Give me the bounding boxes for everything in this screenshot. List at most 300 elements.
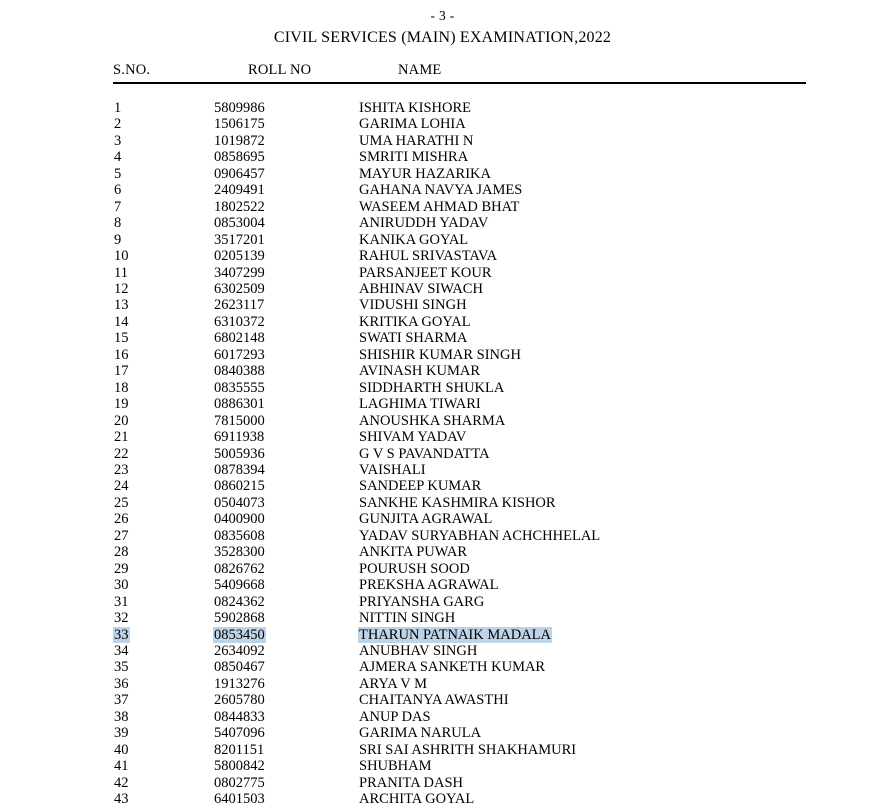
cell-roll-no-value: 2634092 — [214, 642, 265, 659]
cell-sno-value: 21 — [114, 429, 129, 446]
cell-name — [358, 232, 806, 248]
cell-roll-no — [213, 659, 358, 675]
cell-sno — [113, 265, 213, 281]
cell-roll-no — [213, 627, 358, 643]
cell-sno — [113, 610, 213, 626]
cell-roll-no-value: 0205139 — [214, 248, 265, 265]
cell-name — [358, 149, 806, 165]
cell-name-value: ARCHITA GOYAL — [359, 791, 475, 807]
table-header-row — [113, 61, 806, 79]
cell-sno-value: 5 — [114, 165, 122, 182]
cell-sno-value: 13 — [114, 297, 129, 314]
cell-roll-no — [213, 725, 358, 741]
cell-roll-no-value: 0802775 — [214, 774, 265, 791]
cell-roll-no-value: 6310372 — [214, 313, 265, 330]
cell-sno-value: 17 — [114, 363, 129, 380]
cell-name — [358, 446, 806, 462]
cell-roll-no-value: 6401503 — [214, 791, 265, 807]
cell-name — [358, 676, 806, 692]
cell-name-value: ABHINAV SIWACH — [359, 280, 483, 297]
cell-name — [358, 314, 806, 330]
table-row[interactable] — [113, 100, 806, 116]
cell-sno-value: 39 — [114, 725, 129, 742]
cell-roll-no-value: 0835555 — [214, 379, 265, 396]
cell-roll-no-value: 5005936 — [214, 445, 265, 462]
cell-name — [358, 281, 806, 297]
cell-name — [358, 248, 806, 264]
cell-name-value: SRI SAI ASHRITH SHAKHAMURI — [359, 741, 577, 758]
cell-sno — [113, 709, 213, 725]
table-row[interactable] — [113, 199, 806, 215]
cell-name-value: POURUSH SOOD — [359, 560, 470, 577]
cell-roll-no-value: 0906457 — [214, 165, 265, 182]
cell-roll-no-value: 3517201 — [214, 231, 265, 248]
table-row[interactable] — [113, 330, 806, 346]
cell-sno-value: 23 — [114, 461, 129, 478]
cell-sno — [113, 347, 213, 363]
cell-roll-no — [213, 791, 358, 807]
cell-roll-no-value: 1913276 — [214, 675, 265, 692]
cell-name — [358, 215, 806, 231]
table-row[interactable] — [113, 248, 806, 264]
cell-roll-no-value: 5902868 — [214, 610, 265, 627]
page-title: CIVIL SERVICES (MAIN) EXAMINATION,2022 — [273, 29, 612, 46]
cell-name — [358, 791, 806, 807]
cell-roll-no-value: 3407299 — [214, 264, 265, 281]
table-row[interactable] — [113, 659, 806, 675]
cell-sno — [113, 166, 213, 182]
cell-name — [358, 347, 806, 363]
cell-roll-no — [213, 643, 358, 659]
table-row[interactable] — [113, 692, 806, 708]
cell-sno — [113, 116, 213, 132]
cell-name-value: SANKHE KASHMIRA KISHOR — [359, 494, 556, 511]
cell-roll-no-value: 0840388 — [214, 363, 265, 380]
cell-name-value: SMRITI MISHRA — [359, 149, 469, 166]
cell-sno-value: 14 — [114, 313, 129, 330]
table-row[interactable] — [113, 446, 806, 462]
table-row[interactable] — [113, 725, 806, 741]
cell-sno-value: 11 — [114, 264, 128, 281]
cell-roll-no — [213, 116, 358, 132]
cell-roll-no — [213, 380, 358, 396]
cell-sno — [113, 528, 213, 544]
cell-name — [358, 478, 806, 494]
cell-name — [358, 758, 806, 774]
cell-sno-value: 37 — [114, 692, 129, 709]
cell-sno-value: 2 — [114, 116, 122, 133]
cell-sno-value: 8 — [114, 215, 122, 232]
cell-sno-value: 15 — [114, 330, 129, 347]
cell-sno — [113, 133, 213, 149]
cell-name-value: ANKITA PUWAR — [359, 544, 467, 561]
table-row[interactable] — [113, 215, 806, 231]
cell-roll-no-value: 8201151 — [214, 741, 265, 758]
cell-roll-no-value: 0504073 — [214, 494, 265, 511]
table-row[interactable] — [113, 758, 806, 774]
cell-roll-no — [213, 314, 358, 330]
cell-roll-no-value: 0844833 — [214, 708, 265, 725]
cell-sno-value: 30 — [114, 577, 129, 594]
cell-roll-no-value: 1019872 — [214, 132, 265, 149]
cell-name-value: GAHANA NAVYA JAMES — [359, 182, 523, 199]
cell-roll-no — [213, 429, 358, 445]
cell-name-value: ANOUSHKA SHARMA — [359, 412, 506, 429]
cell-roll-no-value: 2605780 — [214, 692, 265, 709]
cell-name — [358, 133, 806, 149]
cell-sno-value: 7 — [114, 198, 122, 215]
cell-name-value: GUNJITA AGRAWAL — [359, 511, 493, 528]
cell-sno — [113, 429, 213, 445]
cell-roll-no-value: 0886301 — [214, 396, 265, 413]
cell-name-value: PREKSHA AGRAWAL — [359, 577, 499, 594]
cell-name — [358, 429, 806, 445]
cell-sno-value: 34 — [114, 642, 129, 659]
cell-roll-no — [213, 396, 358, 412]
table-row[interactable] — [113, 528, 806, 544]
cell-roll-no-value: 5809986 — [214, 100, 265, 116]
cell-sno-value: 9 — [114, 231, 122, 248]
cell-sno-value: 40 — [114, 741, 129, 758]
cell-roll-no — [213, 692, 358, 708]
table-row[interactable] — [113, 380, 806, 396]
cell-roll-no-value: 3528300 — [214, 544, 265, 561]
cell-name-value: VAISHALI — [359, 461, 426, 478]
cell-name-value: ANIRUDDH YADAV — [359, 215, 489, 232]
table-row[interactable] — [113, 281, 806, 297]
cell-sno — [113, 627, 213, 643]
cell-name-value: THARUN PATNAIK MADALA — [359, 626, 551, 643]
table-row[interactable] — [113, 775, 806, 791]
table-row[interactable] — [113, 166, 806, 182]
cell-name-value: ANUBHAV SINGH — [359, 642, 478, 659]
table-row[interactable] — [113, 314, 806, 330]
cell-sno — [113, 577, 213, 593]
table-row[interactable] — [113, 462, 806, 478]
cell-name — [358, 116, 806, 132]
cell-name — [358, 495, 806, 511]
cell-sno — [113, 182, 213, 198]
cell-name-value: MAYUR HAZARIKA — [359, 165, 491, 182]
cell-sno — [113, 232, 213, 248]
cell-sno — [113, 215, 213, 231]
table-row[interactable] — [113, 413, 806, 429]
cell-roll-no-value: 2409491 — [214, 182, 265, 199]
cell-sno-value: 27 — [114, 527, 129, 544]
cell-sno — [113, 413, 213, 429]
table-row[interactable] — [113, 643, 806, 659]
cell-sno-value: 41 — [114, 758, 129, 775]
cell-sno-value: 42 — [114, 774, 129, 791]
cell-name — [358, 199, 806, 215]
table-row[interactable] — [113, 182, 806, 198]
cell-sno — [113, 149, 213, 165]
cell-roll-no — [213, 232, 358, 248]
cell-roll-no — [213, 511, 358, 527]
cell-name — [358, 330, 806, 346]
cell-name-value: UMA HARATHI N — [359, 132, 474, 149]
cell-roll-no — [213, 528, 358, 544]
cell-sno-value: 28 — [114, 544, 129, 561]
cell-roll-no-value: 0826762 — [214, 560, 265, 577]
cell-name-value: KANIKA GOYAL — [359, 231, 469, 248]
cell-name-value: G V S PAVANDATTA — [359, 445, 490, 462]
table-row[interactable] — [113, 133, 806, 149]
cell-sno — [113, 478, 213, 494]
cell-name — [358, 692, 806, 708]
cell-name — [358, 775, 806, 791]
cell-name-value: PRANITA DASH — [359, 774, 463, 791]
cell-roll-no-value: 5409668 — [214, 577, 265, 594]
cell-roll-no-value: 0853004 — [214, 215, 265, 232]
cell-roll-no — [213, 544, 358, 560]
cell-sno — [113, 692, 213, 708]
cell-sno-value: 3 — [114, 132, 122, 149]
table-row[interactable] — [113, 363, 806, 379]
cell-sno — [113, 791, 213, 807]
table-row[interactable] — [113, 347, 806, 363]
cell-name — [358, 363, 806, 379]
cell-roll-no — [213, 594, 358, 610]
cell-sno — [113, 561, 213, 577]
cell-name — [358, 643, 806, 659]
cell-sno — [113, 462, 213, 478]
cell-roll-no-value: 2623117 — [214, 297, 265, 314]
cell-sno-value: 22 — [114, 445, 129, 462]
cell-sno-value: 24 — [114, 478, 129, 495]
cell-roll-no-value: 6911938 — [214, 429, 265, 446]
cell-sno — [113, 676, 213, 692]
cell-sno-value: 26 — [114, 511, 129, 528]
cell-name-value: ISHITA KISHORE — [359, 100, 472, 116]
cell-roll-no-value: 7815000 — [214, 412, 265, 429]
cell-name-value: AVINASH KUMAR — [359, 363, 480, 380]
cell-name — [358, 265, 806, 281]
cell-roll-no — [213, 676, 358, 692]
cell-roll-no-value: 0824362 — [214, 593, 265, 610]
cell-roll-no — [213, 742, 358, 758]
cell-name — [358, 396, 806, 412]
cell-name — [358, 577, 806, 593]
cell-sno-value: 25 — [114, 494, 129, 511]
cell-sno — [113, 199, 213, 215]
cell-sno-value: 18 — [114, 379, 129, 396]
table-row[interactable] — [113, 396, 806, 412]
cell-roll-no — [213, 413, 358, 429]
cell-name-value: SWATI SHARMA — [359, 330, 468, 347]
cell-sno — [113, 495, 213, 511]
cell-roll-no-value: 1506175 — [214, 116, 265, 133]
table-row[interactable] — [113, 478, 806, 494]
cell-sno-value: 10 — [114, 248, 129, 265]
table-row[interactable] — [113, 544, 806, 560]
cell-roll-no — [213, 478, 358, 494]
table-row[interactable] — [113, 709, 806, 725]
cell-sno — [113, 281, 213, 297]
cell-sno — [113, 446, 213, 462]
table-row[interactable] — [113, 791, 806, 807]
table-row[interactable] — [113, 577, 806, 593]
cell-sno — [113, 314, 213, 330]
cell-roll-no — [213, 775, 358, 791]
cell-name — [358, 594, 806, 610]
cell-name — [358, 166, 806, 182]
cell-sno — [113, 659, 213, 675]
cell-name-value: LAGHIMA TIWARI — [359, 396, 481, 413]
cell-sno-value: 20 — [114, 412, 129, 429]
cell-name-value: PARSANJEET KOUR — [359, 264, 492, 281]
cell-name-value: SHIVAM YADAV — [359, 429, 467, 446]
cell-sno — [113, 544, 213, 560]
cell-name-value: ARYA V M — [359, 675, 427, 692]
cell-sno — [113, 725, 213, 741]
cell-roll-no-value: 0860215 — [214, 478, 265, 495]
cell-roll-no — [213, 347, 358, 363]
cell-roll-no — [213, 446, 358, 462]
cell-name — [358, 462, 806, 478]
cell-name-value: SANDEEP KUMAR — [359, 478, 482, 495]
cell-name-value: CHAITANYA AWASTHI — [359, 692, 509, 709]
cell-name — [358, 742, 806, 758]
cell-sno-value: 31 — [114, 593, 129, 610]
cell-roll-no — [213, 577, 358, 593]
column-header-sno: S.NO. — [113, 62, 151, 78]
cell-name — [358, 413, 806, 429]
cell-sno — [113, 775, 213, 791]
table-row[interactable] — [113, 232, 806, 248]
table-row[interactable] — [113, 610, 806, 626]
cell-roll-no — [213, 248, 358, 264]
cell-sno-value: 33 — [114, 626, 129, 643]
table-row[interactable] — [113, 265, 806, 281]
cell-sno-value: 6 — [114, 182, 122, 199]
cell-sno — [113, 248, 213, 264]
table-row[interactable] — [113, 149, 806, 165]
cell-roll-no — [213, 561, 358, 577]
cell-name-value: PRIYANSHA GARG — [359, 593, 485, 610]
header-rule — [113, 82, 806, 84]
cell-name-value: SHISHIR KUMAR SINGH — [359, 346, 521, 363]
cell-name-value: AJMERA SANKETH KUMAR — [359, 659, 546, 676]
table-row[interactable] — [113, 297, 806, 313]
cell-name — [358, 528, 806, 544]
cell-roll-no — [213, 462, 358, 478]
cell-sno-value: 19 — [114, 396, 129, 413]
cell-roll-no — [213, 265, 358, 281]
cell-name — [358, 627, 806, 643]
cell-name — [358, 659, 806, 675]
cell-name — [358, 544, 806, 560]
cell-name-value: SHUBHAM — [359, 758, 432, 775]
cell-sno — [113, 742, 213, 758]
table-row[interactable] — [113, 116, 806, 132]
cell-roll-no — [213, 133, 358, 149]
cell-roll-no-value: 0878394 — [214, 461, 265, 478]
cell-name-value: WASEEM AHMAD BHAT — [359, 198, 520, 215]
cell-name — [358, 610, 806, 626]
cell-name-value: RAHUL SRIVASTAVA — [359, 248, 498, 265]
cell-name — [358, 100, 806, 116]
cell-roll-no — [213, 495, 358, 511]
cell-sno-value: 32 — [114, 610, 129, 627]
cell-sno — [113, 100, 213, 116]
cell-sno-value: 43 — [114, 791, 129, 807]
cell-roll-no-value: 0835608 — [214, 527, 265, 544]
column-header-name: NAME — [398, 62, 442, 78]
table-row[interactable] — [113, 495, 806, 511]
cell-roll-no — [213, 281, 358, 297]
cell-name-value: GARIMA LOHIA — [359, 116, 466, 133]
cell-sno — [113, 758, 213, 774]
cell-roll-no — [213, 363, 358, 379]
cell-roll-no-value: 0400900 — [214, 511, 265, 528]
cell-sno — [113, 511, 213, 527]
cell-roll-no — [213, 330, 358, 346]
cell-sno-value: 1 — [114, 100, 122, 116]
cell-name-value: YADAV SURYABHAN ACHCHHELAL — [359, 527, 601, 544]
cell-name — [358, 561, 806, 577]
cell-roll-no-value: 5800842 — [214, 758, 265, 775]
cell-roll-no-value: 1802522 — [214, 198, 265, 215]
cell-sno — [113, 363, 213, 379]
cell-sno — [113, 396, 213, 412]
cell-roll-no-value: 0850467 — [214, 659, 265, 676]
cell-roll-no-value: 6802148 — [214, 330, 265, 347]
cell-roll-no — [213, 297, 358, 313]
cell-name-value: KRITIKA GOYAL — [359, 313, 471, 330]
cell-sno-value: 29 — [114, 560, 129, 577]
table-row[interactable] — [113, 561, 806, 577]
table-row[interactable] — [113, 742, 806, 758]
cell-name — [358, 511, 806, 527]
cell-roll-no — [213, 149, 358, 165]
cell-roll-no — [213, 610, 358, 626]
cell-name — [358, 297, 806, 313]
cell-name — [358, 725, 806, 741]
cell-sno-value: 16 — [114, 346, 129, 363]
cell-roll-no-value: 6302509 — [214, 280, 265, 297]
cell-sno — [113, 594, 213, 610]
column-header-roll-no: ROLL NO — [248, 62, 312, 78]
cell-name-value: SIDDHARTH SHUKLA — [359, 379, 505, 396]
cell-roll-no — [213, 758, 358, 774]
cell-roll-no — [213, 199, 358, 215]
cell-name-value: NITTIN SINGH — [359, 610, 456, 627]
cell-sno-value: 35 — [114, 659, 129, 676]
table-row[interactable] — [113, 511, 806, 527]
cell-roll-no — [213, 166, 358, 182]
cell-name — [358, 380, 806, 396]
table-row[interactable] — [113, 627, 806, 643]
cell-roll-no-value: 0853450 — [214, 626, 265, 643]
cell-name — [358, 182, 806, 198]
cell-sno — [113, 380, 213, 396]
table-body — [113, 100, 806, 807]
cell-roll-no-value: 0858695 — [214, 149, 265, 166]
table-row[interactable] — [113, 594, 806, 610]
cell-roll-no — [213, 100, 358, 116]
table-row[interactable] — [113, 429, 806, 445]
page-number: - 3 - — [430, 8, 455, 23]
table-row[interactable] — [113, 676, 806, 692]
cell-name-value: GARIMA NARULA — [359, 725, 482, 742]
cell-sno — [113, 297, 213, 313]
cell-name-value: ANUP DAS — [359, 708, 431, 725]
cell-sno-value: 36 — [114, 675, 129, 692]
cell-roll-no-value: 6017293 — [214, 346, 265, 363]
cell-roll-no — [213, 709, 358, 725]
cell-roll-no — [213, 182, 358, 198]
